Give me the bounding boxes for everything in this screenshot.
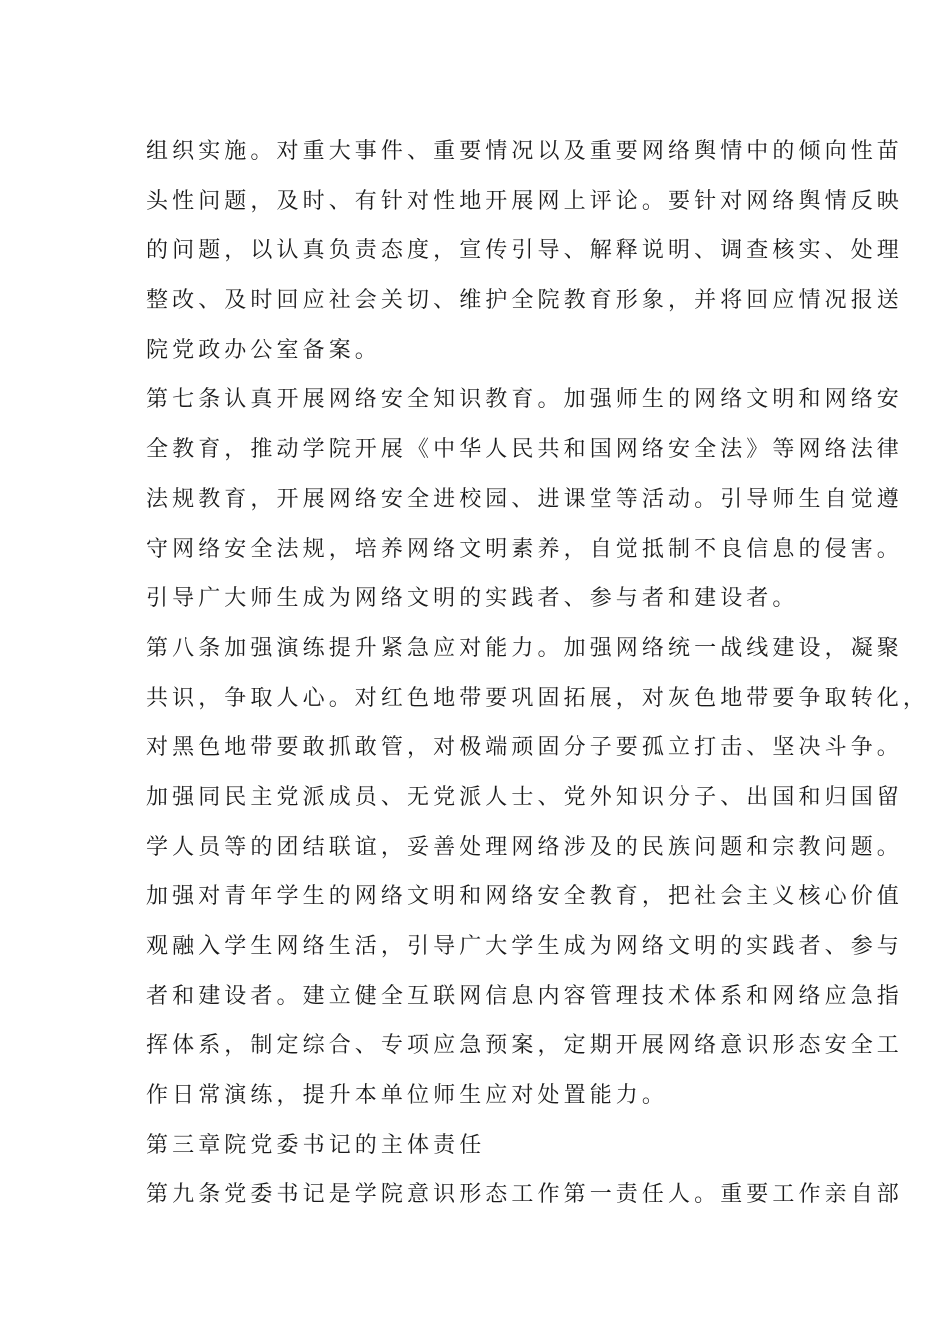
text-line: 第七条认真开展网络安全知识教育。加强师生的网络文明和网络安	[146, 387, 903, 413]
document-body	[146, 127, 930, 1220]
text-line: 整改、及时回应社会关切、维护全院教育形象，并将回应情况报送	[146, 288, 903, 314]
text-line: 头性问题，及时、有针对性地开展网上评论。要针对网络舆情反映	[146, 188, 903, 214]
text-line: 学人员等的团结联谊，妥善处理网络涉及的民族问题和宗教问题。	[146, 834, 903, 860]
text-line: 加强对青年学生的网络文明和网络安全教育，把社会主义核心价值	[146, 884, 903, 910]
text-line: 对黑色地带要敢抓敢管，对极端顽固分子要孤立打击、坚决斗争。	[146, 735, 903, 761]
text-line: 引导广大师生成为网络文明的实践者、参与者和建设者。	[146, 586, 799, 612]
text-line: 组织实施。对重大事件、重要情况以及重要网络舆情中的倾向性苗	[146, 139, 903, 164]
text-line: 院党政办公室备案。	[146, 337, 381, 363]
text-line: 第三章院党委书记的主体责任	[146, 1132, 486, 1158]
text-line: 第九条党委书记是学院意识形态工作第一责任人。重要工作亲自部	[146, 1182, 903, 1208]
text-line: 守网络安全法规，培养网络文明素养，自觉抵制不良信息的侵害。	[146, 536, 903, 562]
text-line: 共识，争取人心。对红色地带要巩固拓展，对灰色地带要争取转化，	[146, 685, 930, 711]
text-line: 挥体系，制定综合、专项应急预案，定期开展网络意识形态安全工	[146, 1033, 903, 1059]
text-line: 全教育，推动学院开展《中华人民共和国网络安全法》等网络法律	[146, 437, 903, 463]
text-line: 作日常演练，提升本单位师生应对处置能力。	[146, 1083, 669, 1109]
text-line: 第八条加强演练提升紧急应对能力。加强网络统一战线建设，凝聚	[146, 635, 903, 661]
text-line: 观融入学生网络生活，引导广大学生成为网络文明的实践者、参与	[146, 934, 903, 959]
text-line: 的问题，以认真负责态度，宣传引导、解释说明、调查核实、处理	[146, 238, 903, 264]
text-line: 者和建设者。建立健全互联网信息内容管理技术体系和网络应急指	[146, 983, 903, 1009]
text-line: 法规教育，开展网络安全进校园、进课堂等活动。引导师生自觉遵	[146, 486, 903, 512]
text-line: 加强同民主党派成员、无党派人士、党外知识分子、出国和归国留	[146, 784, 903, 810]
